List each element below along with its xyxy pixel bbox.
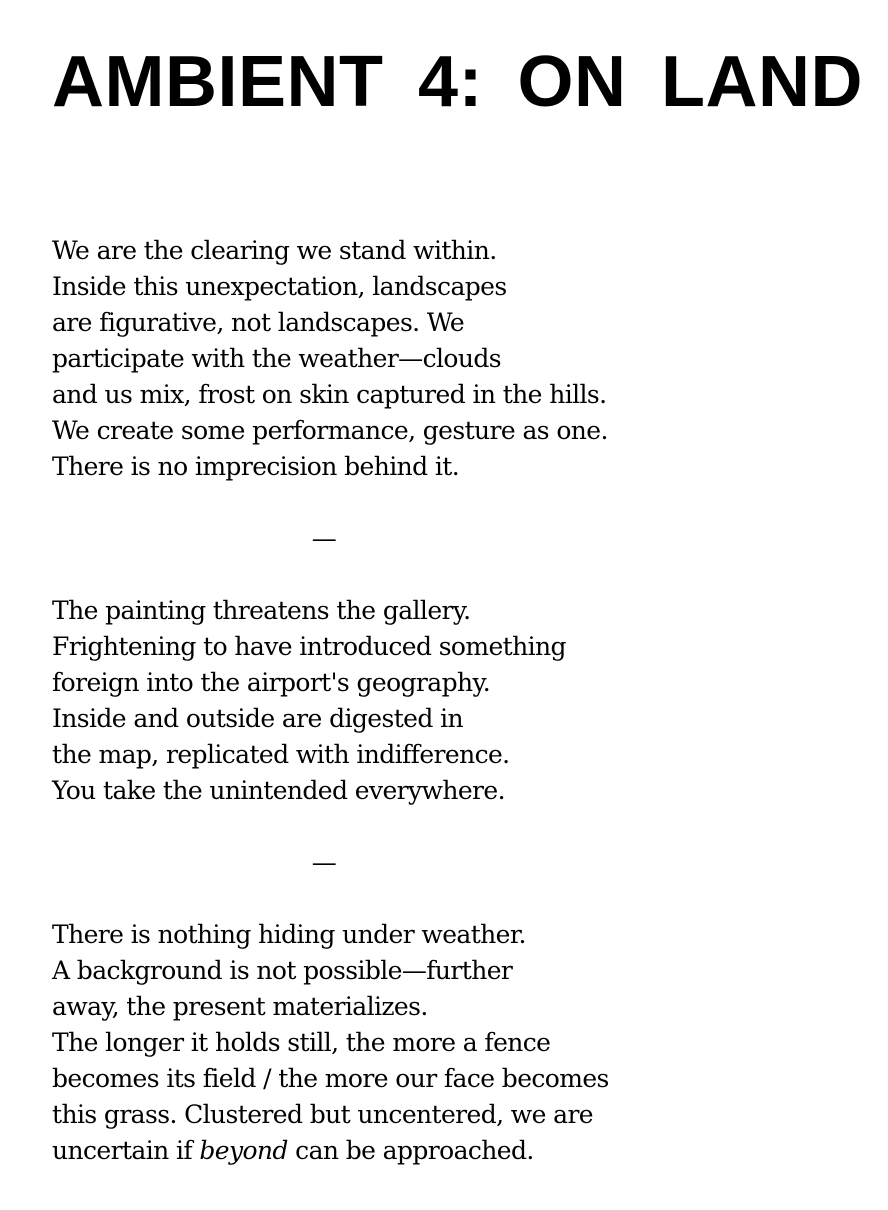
- poem-line: this grass. Clustered but uncentered, we are: [52, 1100, 593, 1129]
- line-text-after: can be approached.: [287, 1136, 534, 1165]
- poem-line: Frightening to have introduced something: [52, 632, 566, 661]
- poem-line: becomes its field / the more our face becomes: [52, 1064, 609, 1093]
- poem-line: participate with the weather—clouds: [52, 344, 501, 373]
- poem-line: The longer it holds still, the more a fence: [52, 1028, 551, 1057]
- stanza-3: [52, 917, 752, 1169]
- section-separator: —: [311, 524, 337, 553]
- poem-line: Inside and outside are digested in: [52, 704, 463, 733]
- poem-line: foreign into the airport's geography.: [52, 668, 491, 697]
- poem-line: away, the present materializes.: [52, 992, 428, 1021]
- poem-line: There is nothing hiding under weather.: [52, 920, 526, 949]
- poem-title: AMBIENT 4: ON LAND: [52, 42, 863, 122]
- emphasis-text: beyond: [199, 1136, 288, 1165]
- line-text-before: uncertain if: [52, 1136, 200, 1165]
- poem-line: are figurative, not landscapes. We: [52, 308, 465, 337]
- poem-line: The painting threatens the gallery.: [52, 596, 471, 625]
- poem-line: the map, replicated with indifference.: [52, 740, 510, 769]
- poem-line: There is no imprecision behind it.: [52, 452, 460, 481]
- poem-line: We are the clearing we stand within.: [52, 236, 497, 265]
- poem-body: [52, 233, 752, 1169]
- stanza-1: [52, 233, 752, 485]
- poem-line-last: [52, 1133, 752, 1169]
- stanza-2: [52, 593, 752, 809]
- poem-line: A background is not possible—further: [52, 956, 513, 985]
- section-separator: —: [311, 848, 337, 877]
- poem-line: Inside this unexpectation, landscapes: [52, 272, 507, 301]
- poem-line: and us mix, frost on skin captured in the hills.: [52, 380, 607, 409]
- poem-line: You take the unintended everywhere.: [52, 776, 505, 805]
- poem-line: We create some performance, gesture as one.: [52, 416, 608, 445]
